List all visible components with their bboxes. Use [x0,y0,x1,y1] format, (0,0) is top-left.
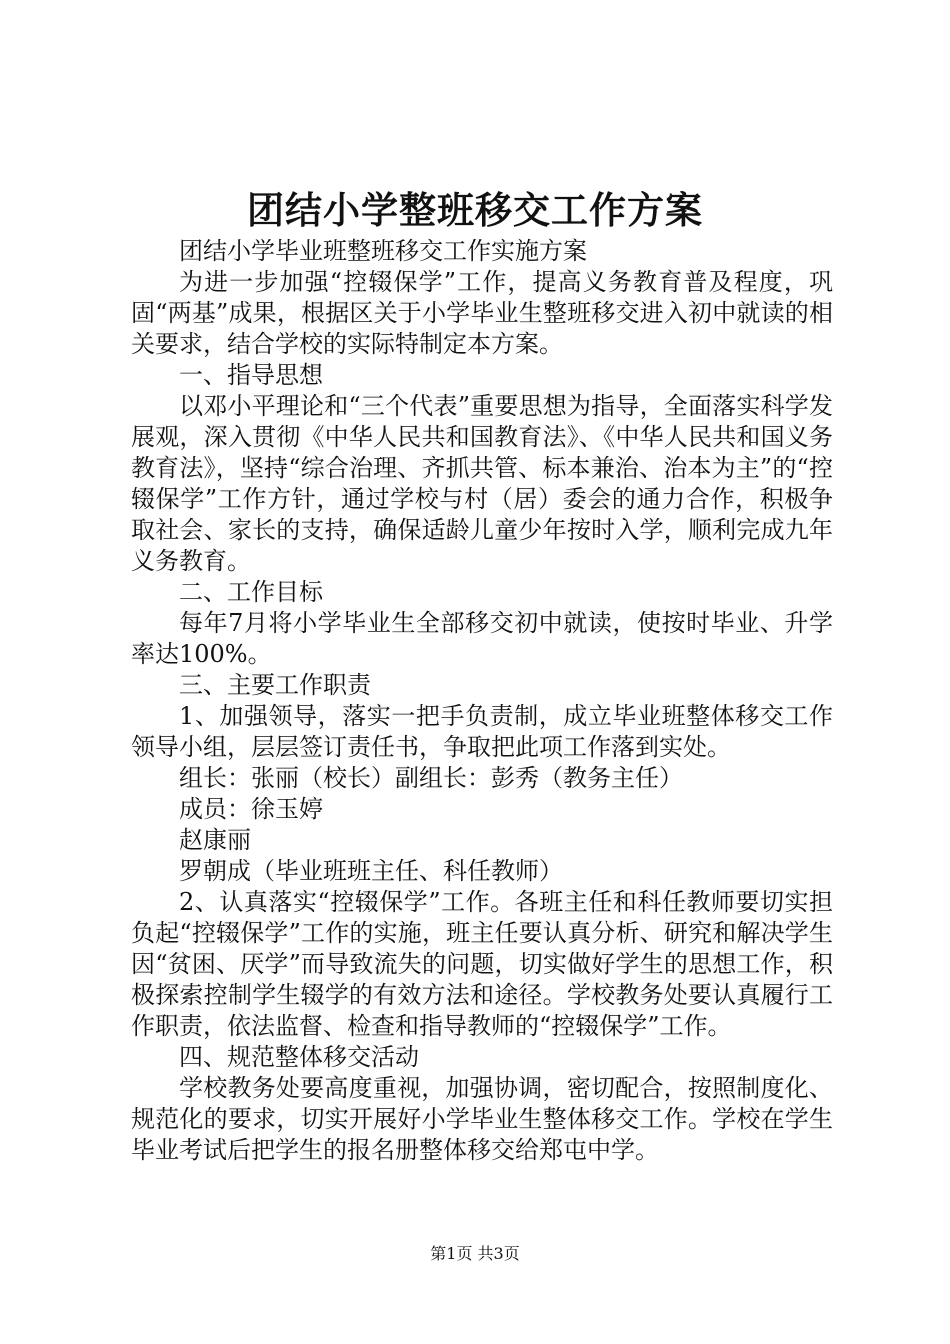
document-body [131,236,833,1166]
paragraph: 为进一步加强“控辍保学”工作，提高义务教育普及程度，巩固“两基”成果，根据区关于小学毕业生整班移交进入初中就读的相关要求，结合学校的实际特制定本方案。 [131,268,833,358]
section-heading: 四、规范整体移交活动 [179,1043,419,1071]
document-title: 团结小学整班移交工作方案 [247,188,703,232]
staff-line: 成员：徐玉婷 [179,795,323,823]
staff-line: 罗朝成（毕业班班主任、科任教师） [179,857,563,885]
staff-line: 组长：张丽（校长）副组长：彭秀（教务主任） [179,764,683,792]
paragraph: 学校教务处要高度重视，加强协调，密切配合，按照制度化、规范化的要求，切实开展好小学毕业生整体移交工作。学校在学生毕业考试后把学生的报名册整体移交给郑屯中学。 [131,1074,833,1164]
paragraph: 2、认真落实“控辍保学”工作。各班主任和科任教师要切实担负起“控辍保学”工作的实施，班主任要认真分析、研究和解决学生因“贫困、厌学”而导致流失的问题，切实做好学生的思想工作，积极探索控制学生辍学的有效方法和途径。学校教务处要认真履行工作职责，依法监督、检查和指导教师的“控辍保学”工作。 [131,888,833,1040]
section-heading: 一、指导思想 [179,361,323,389]
paragraph: 每年7月将小学毕业生全部移交初中就读，使按时毕业、升学率达100%。 [131,609,833,668]
section-heading: 二、工作目标 [179,578,323,606]
paragraph: 1、加强领导，落实一把手负责制，成立毕业班整体移交工作领导小组，层层签订责任书，争取把此项工作落到实处。 [131,702,833,761]
paragraph: 以邓小平理论和“三个代表”重要思想为指导，全面落实科学发展观，深入贯彻《中华人民共和国教育法》、《中华人民共和国义务教育法》，坚持“综合治理、齐抓共管、标本兼治、治本为主”的“控辍保学”工作方针，通过学校与村（居）委会的通力合作，积极争取社会、家长的支持，确保适龄儿童少年按时入学，顺利完成九年义务教育。 [131,392,833,575]
paragraph: 团结小学毕业班整班移交工作实施方案 [179,237,587,265]
section-heading: 三、主要工作职责 [179,671,371,699]
staff-line: 赵康丽 [179,826,251,854]
page-number-footer: 第1页 共3页 [430,1244,520,1263]
